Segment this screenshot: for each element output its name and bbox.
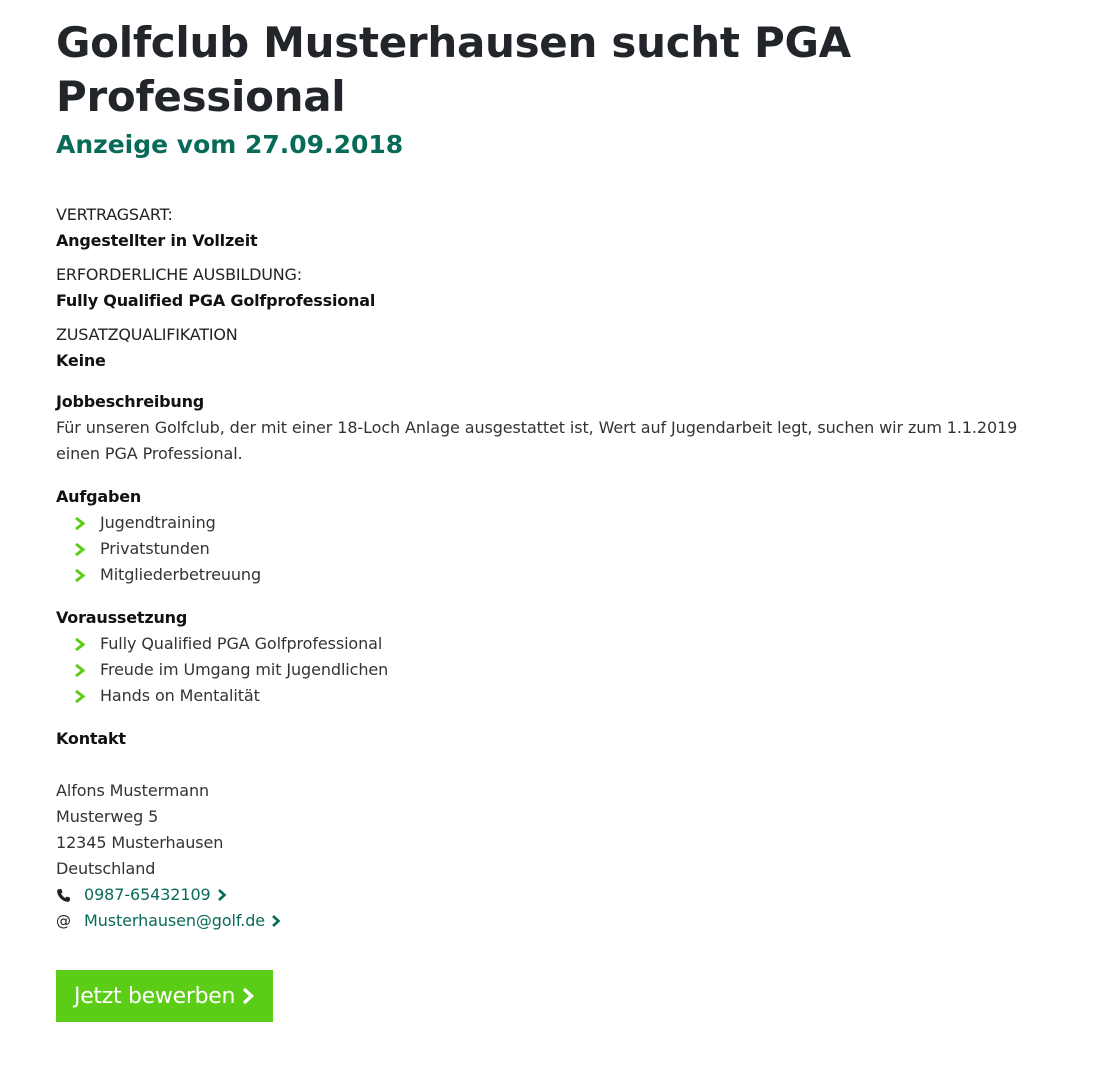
chevron-right-icon bbox=[241, 987, 255, 1005]
contact-heading: Kontakt bbox=[56, 729, 126, 748]
list-item bbox=[74, 657, 1056, 683]
job-posting bbox=[56, 0, 1056, 1022]
contact-address bbox=[56, 778, 1056, 934]
posting-date: Anzeige vom 27.09.2018 bbox=[56, 130, 404, 159]
list-item-label: Mitgliederbetreuung bbox=[100, 565, 262, 584]
tasks-heading: Aufgaben bbox=[56, 487, 142, 506]
job-description bbox=[56, 389, 1056, 467]
chevron-right-icon bbox=[217, 889, 227, 901]
at-icon: @ bbox=[56, 912, 71, 930]
job-meta bbox=[56, 202, 1056, 374]
chevron-right-icon bbox=[74, 569, 86, 582]
list-item-label: Privatstunden bbox=[100, 539, 210, 558]
contact-phone-line bbox=[56, 882, 1056, 908]
list-item-label: Hands on Mentalität bbox=[100, 686, 260, 705]
meta-label: VERTRAGSART: bbox=[56, 205, 173, 224]
meta-value: Keine bbox=[56, 351, 106, 370]
contact-name: Alfons Mustermann bbox=[56, 781, 210, 800]
phone-number: 0987-65432109 bbox=[84, 885, 211, 904]
tasks-list bbox=[56, 510, 1056, 588]
chevron-right-icon bbox=[271, 915, 281, 927]
tasks-section bbox=[56, 484, 1056, 588]
email-link[interactable] bbox=[84, 908, 265, 934]
list-item-label: Jugendtraining bbox=[100, 513, 216, 532]
meta-additional-qualification bbox=[56, 322, 1056, 374]
meta-value: Fully Qualified PGA Golfprofessional bbox=[56, 291, 376, 310]
requirements-section bbox=[56, 605, 1056, 709]
chevron-right-icon bbox=[74, 690, 86, 703]
list-item bbox=[74, 631, 1056, 657]
chevron-right-icon bbox=[74, 638, 86, 651]
meta-value: Angestellter in Vollzeit bbox=[56, 231, 258, 250]
contact-street: Musterweg 5 bbox=[56, 807, 159, 826]
meta-contract-type bbox=[56, 202, 1056, 254]
phone-icon bbox=[56, 888, 76, 903]
meta-required-training bbox=[56, 262, 1056, 314]
job-description-heading: Jobbeschreibung bbox=[56, 392, 205, 411]
list-item bbox=[74, 683, 1056, 709]
phone-link[interactable] bbox=[84, 882, 211, 908]
apply-button-label: Jetzt bewerben bbox=[74, 983, 236, 1009]
list-item bbox=[74, 562, 1056, 588]
requirements-list bbox=[56, 631, 1056, 709]
contact-section bbox=[56, 726, 1056, 934]
list-item-label: Freude im Umgang mit Jugendlichen bbox=[100, 660, 389, 679]
contact-country: Deutschland bbox=[56, 859, 156, 878]
chevron-right-icon bbox=[74, 664, 86, 677]
meta-label: ZUSATZQUALIFIKATION bbox=[56, 325, 238, 344]
chevron-right-icon bbox=[74, 543, 86, 556]
apply-button[interactable] bbox=[56, 970, 273, 1022]
email-address: Musterhausen@golf.de bbox=[84, 911, 266, 930]
page-title: Golfclub Musterhausen sucht PGA Professional bbox=[56, 18, 851, 121]
chevron-right-icon bbox=[74, 517, 86, 530]
contact-email-line bbox=[56, 908, 1056, 934]
meta-label: ERFORDERLICHE AUSBILDUNG: bbox=[56, 265, 302, 284]
job-description-text: Für unseren Golfclub, der mit einer 18-Loch Anlage ausgestattet ist, Wert auf Jugendarbeit legt, suchen wir zum 1.1.2019 einen PGA Professional. bbox=[56, 418, 1018, 463]
list-item bbox=[74, 510, 1056, 536]
list-item-label: Fully Qualified PGA Golfprofessional bbox=[100, 634, 383, 653]
contact-city: 12345 Musterhausen bbox=[56, 833, 224, 852]
requirements-heading: Voraussetzung bbox=[56, 608, 188, 627]
list-item bbox=[74, 536, 1056, 562]
